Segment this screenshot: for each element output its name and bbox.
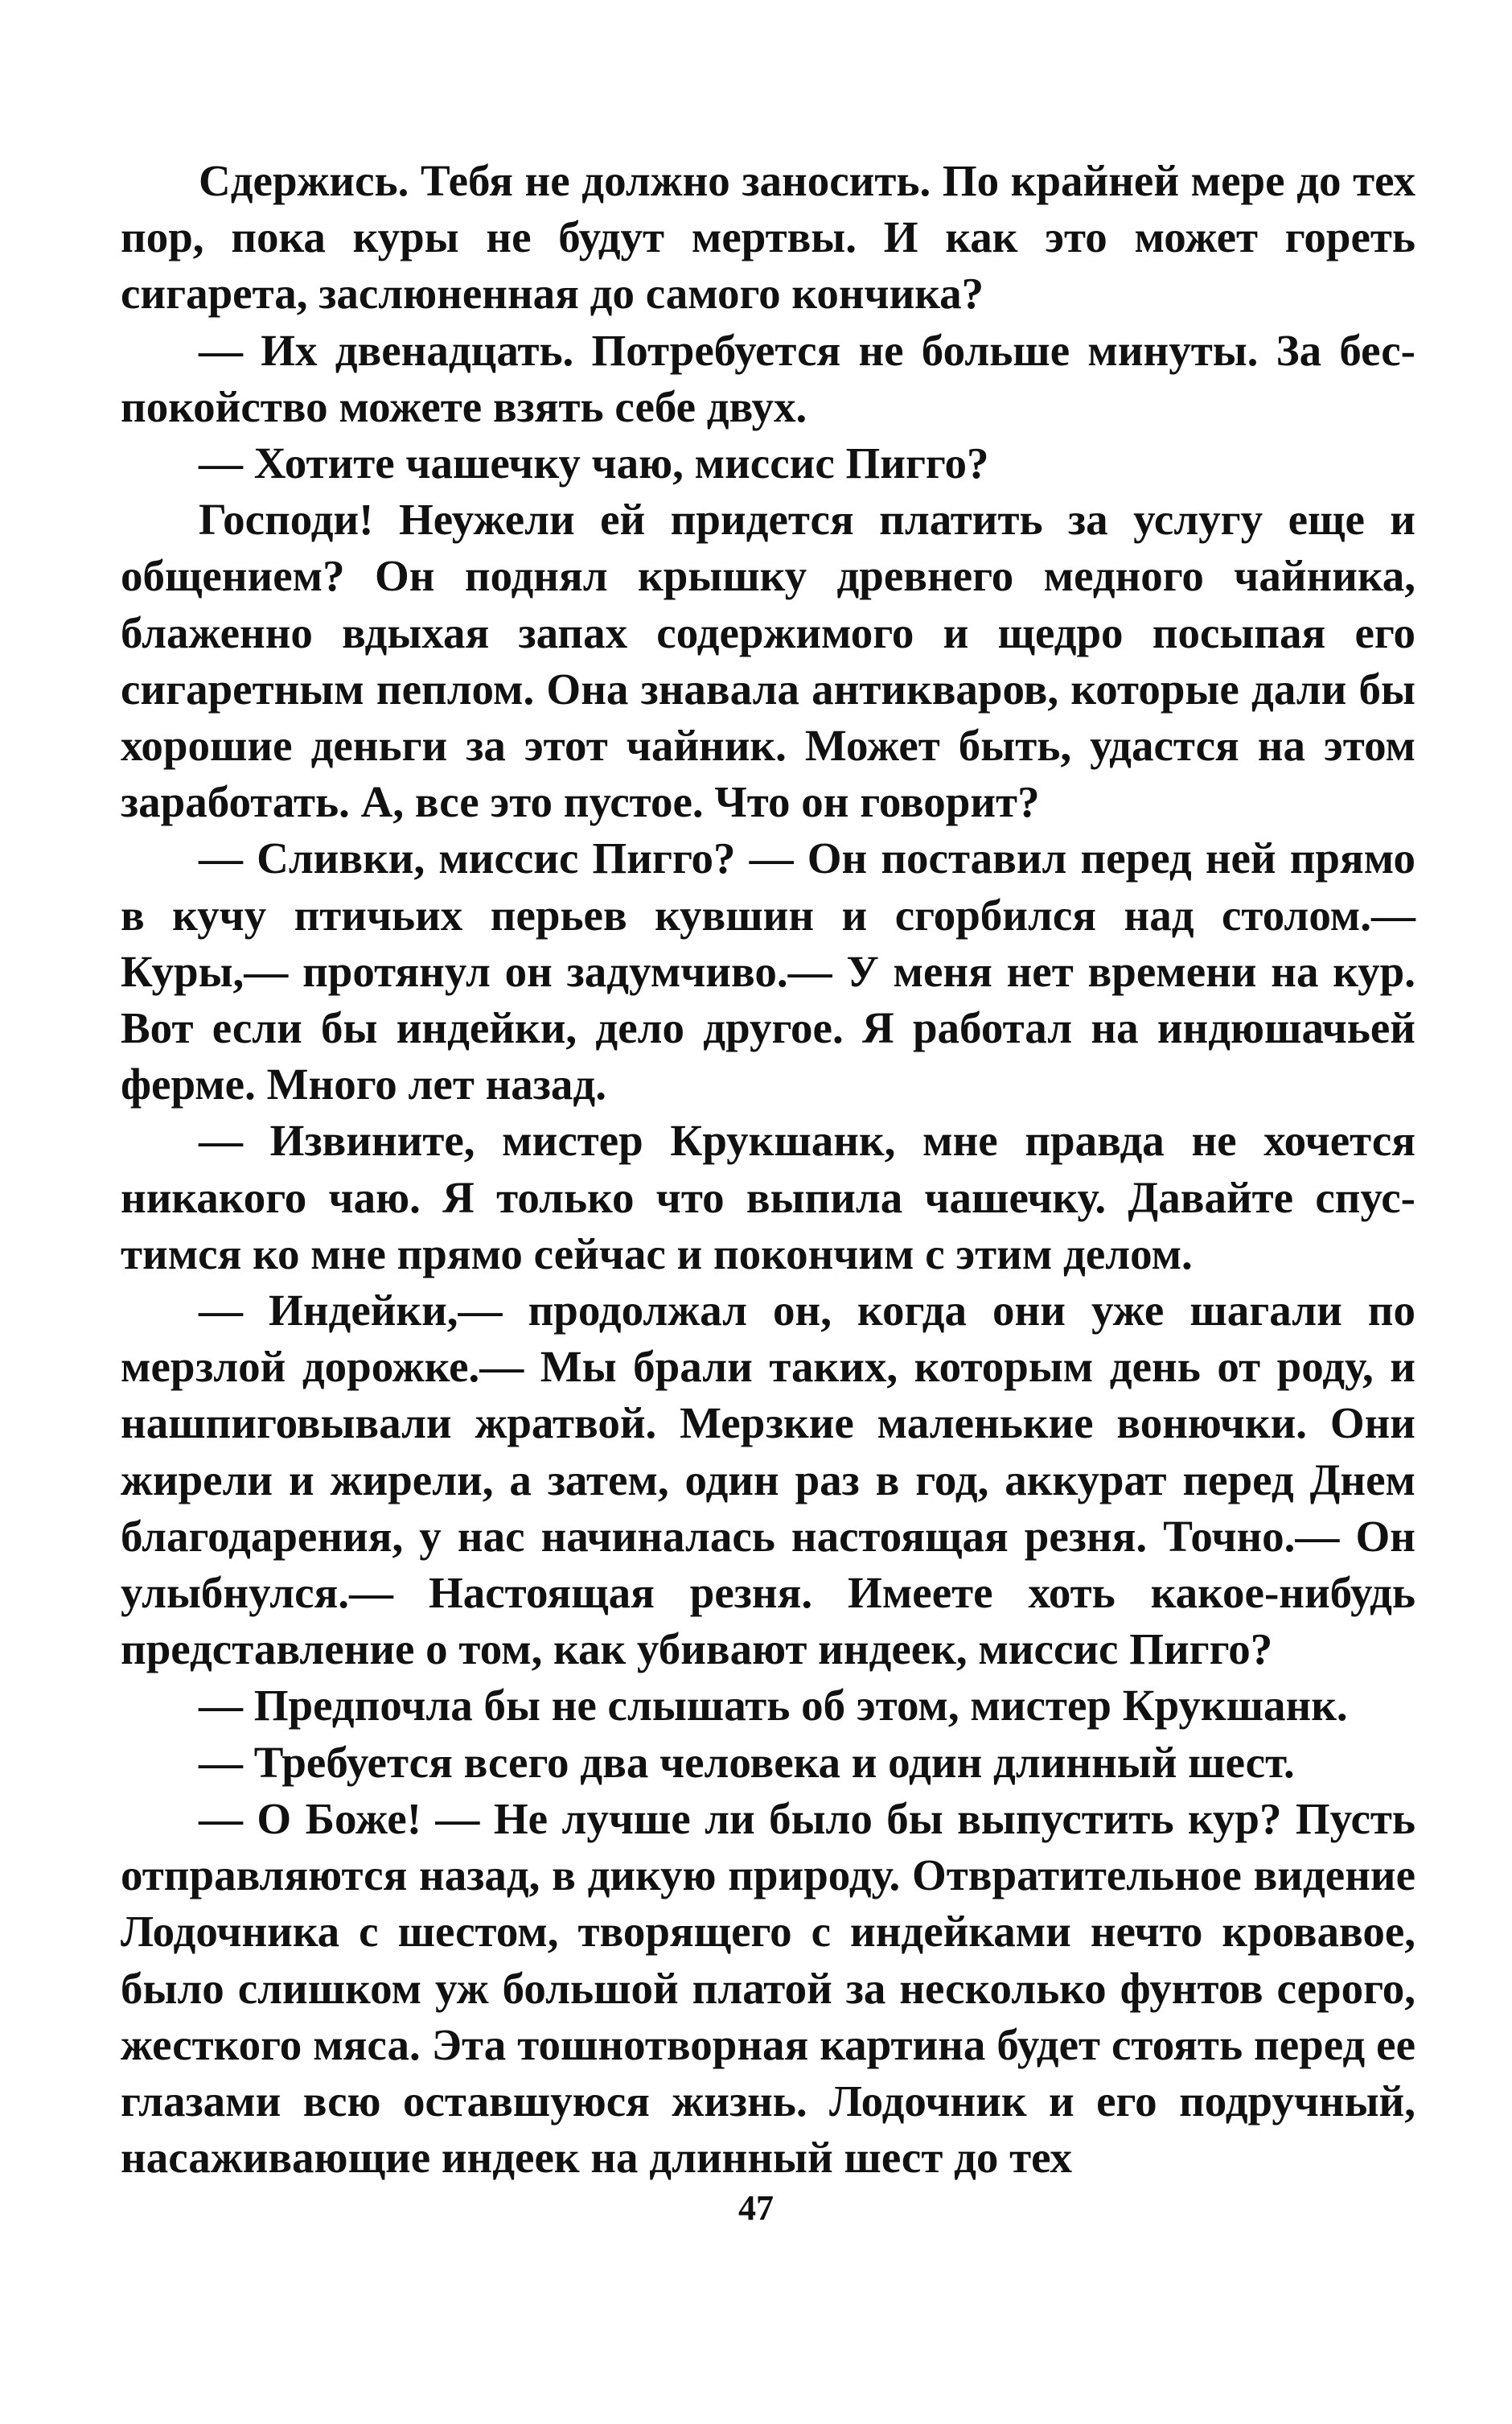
paragraph-10: — О Боже! — Не лучше ли было бы выпустить кур? Пусть отправляются назад, в дикую природу. Отвратительное видение Лодочника с шестом, творящего с индейками нечто кровавое, было слишком уж большой платой за несколько фунтов серого, жесткого мяса. Эта тошнотворная картина будет стоять перед ее глазами всю оставшуюся жизнь. Лодочник и его подручный, насаживающие индеек на длинный шест до тех: [121, 1793, 1415, 2183]
page-number: 47: [738, 2188, 774, 2228]
paragraph-7: — Индейки,— продолжал он, когда они уже шагали по мерзлой дорожке.— Мы брали таких, которым день от роду, и нашпиговывали жратвой. Мерзкие маленькие вонючки. Они жирели и жирели, а затем, один раз в год, аккурат перед Днем благодарения, у нас начиналась настоящая резня. Точно.— Он улыбнулся.— Настоящая резня. Имеете хоть какое-нибудь представление о том, как убивают индеек, миссис Пигго?: [121, 1286, 1415, 1674]
paragraph-3: — Хотите чашечку чаю, миссис Пигго?: [199, 438, 989, 488]
paragraph-8: — Предпочла бы не слышать об этом, мистер Крукшанк.: [199, 1681, 1348, 1731]
page-body: [121, 153, 1415, 2186]
paragraph-2: — Их двенадцать. Потребуется не больше минуты. За беспокойство можете взять себе двух.: [121, 325, 1415, 431]
paragraph-9: — Требуется всего два человека и один длинный шест.: [199, 1737, 1295, 1787]
paragraph-1: Сдержись. Тебя не должно заносить. По крайней мере до тех пор, пока куры не будут мертвы. И как это может гореть сигарета, заслюненная до самого кончика?: [121, 156, 1415, 319]
paragraph-4: Господи! Неужели ей придется платить за услугу еще и общением? Он поднял крышку древнего медного чайника, блаженно вдыхая запах содержимого и щедро посыпая его сигаретным пеплом. Она знавала антикваров, которые дали бы хорошие деньги за этот чайник. Может быть, удастся на этом заработать. А, все это пустое. Что он говорит?: [121, 495, 1415, 827]
text-block: [121, 153, 1415, 2186]
paragraph-5: — Сливки, миссис Пигго? — Он поставил перед ней прямо в кучу птичьих перьев кувшин и сгорбился над столом.— Куры,— протянул он задумчиво.— У меня нет времени на кур. Вот если бы индейки, дело другое. Я работал на индюшачьей ферме. Много лет назад.: [121, 833, 1415, 1109]
paragraph-6: — Извините, мистер Крукшанк, мне правда не хочется никакого чаю. Я только что выпила чашечку. Давайте спустимся ко мне прямо сейчас и покончим с этим делом.: [121, 1116, 1415, 1278]
